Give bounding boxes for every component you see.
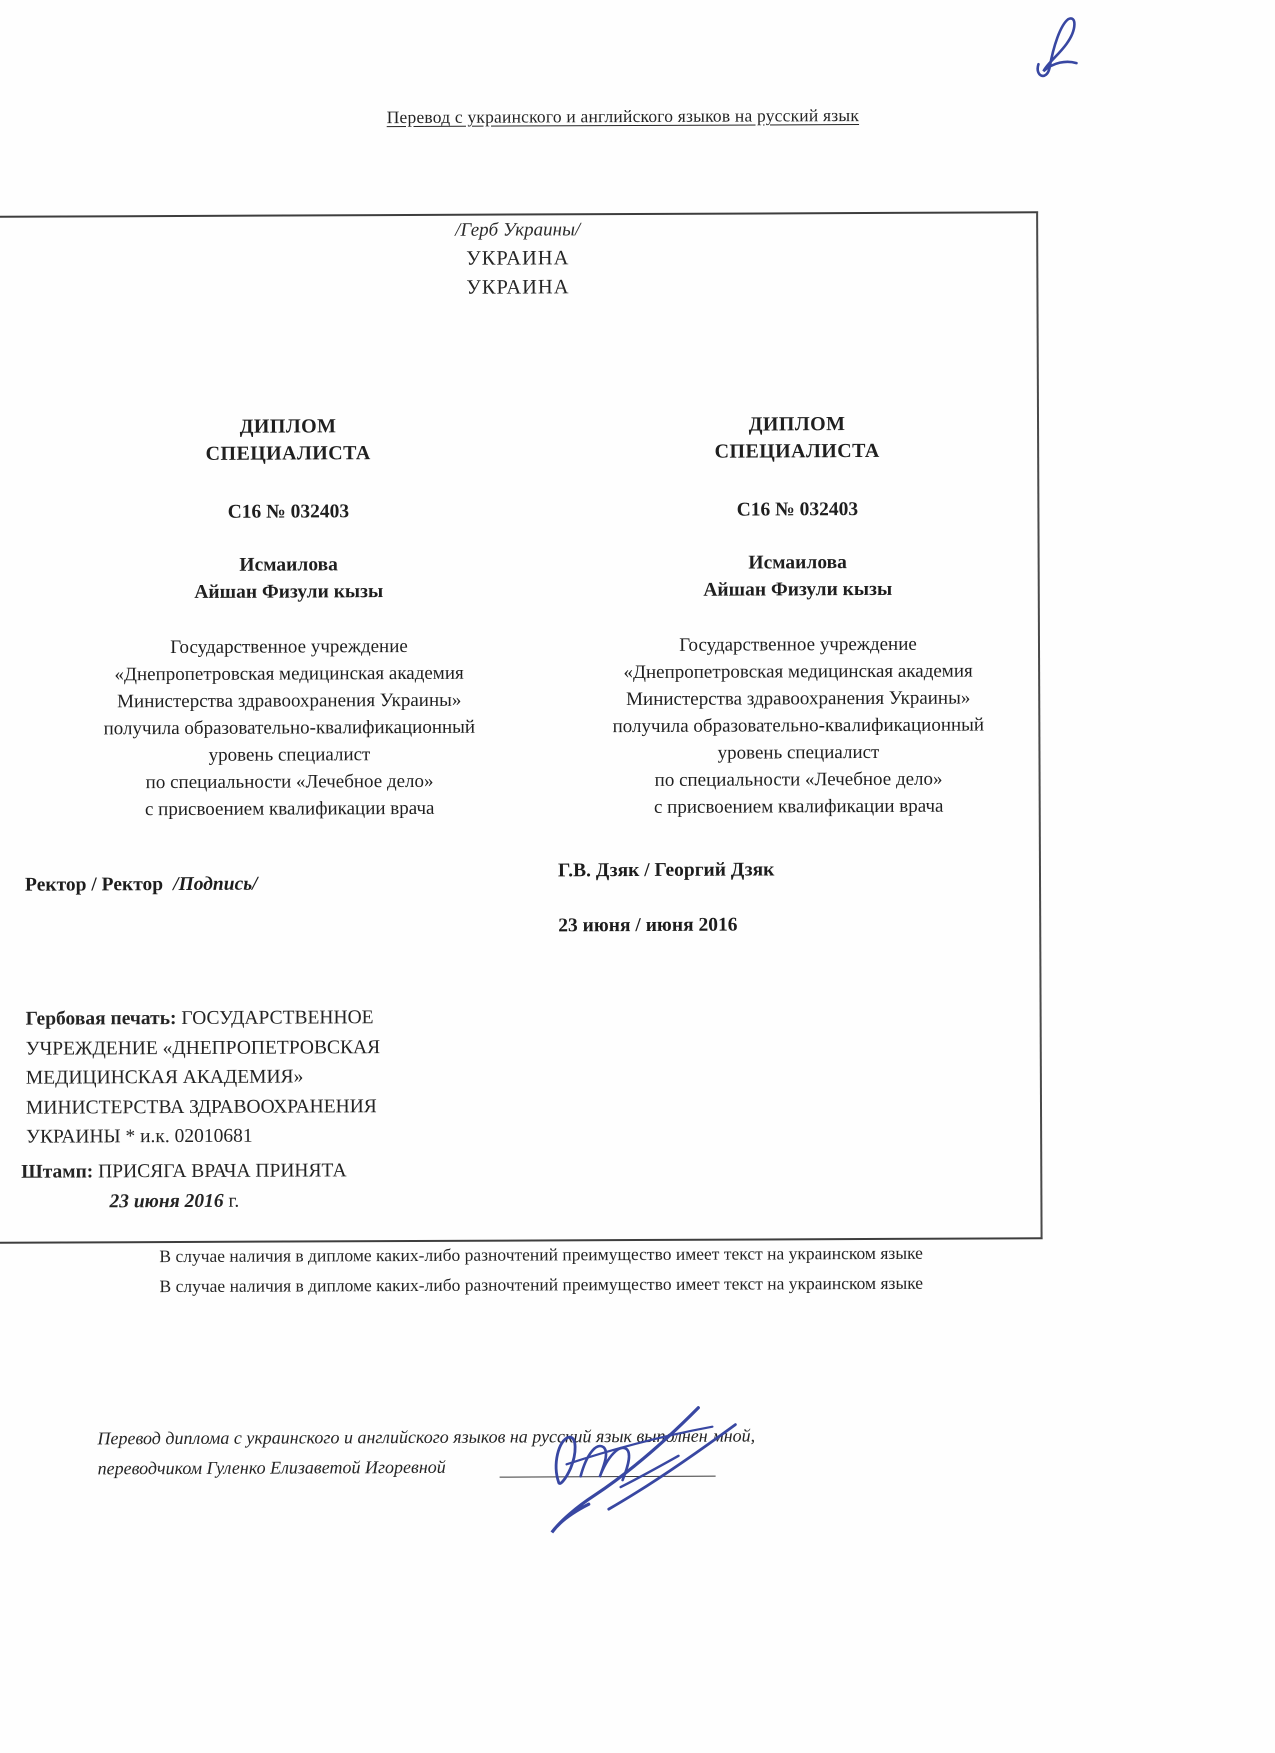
stamp-label: Штамп:	[21, 1161, 94, 1183]
body-line: уровень специалист	[717, 741, 880, 764]
body-line: по специальности «Лечебное дело»	[145, 770, 434, 794]
body-line: Министерства здравоохранения Украины»	[117, 689, 462, 713]
rector-name: Г.В. Дзяк / Георгий Дзяк	[557, 859, 775, 882]
seal-line: УКРАИНЫ * и.к. 02010681	[26, 1125, 253, 1148]
holder-surname: Исмаилова	[239, 554, 338, 576]
body-line: «Днепропетровская медицинская академия	[623, 660, 973, 684]
signature-placeholder-note: /Подпись/	[173, 873, 258, 896]
body-line: Государственное учреждение	[679, 633, 917, 656]
stamp-date-value: 23 июня 2016	[109, 1190, 224, 1213]
doc-title-line1: ДИПЛОМ	[239, 415, 337, 438]
country-title-1: УКРАИНА	[466, 247, 570, 270]
body-line: получила образовательно-квалификационный	[612, 714, 985, 738]
seal-text: ГОСУДАРСТВЕННОЕ	[181, 1007, 374, 1029]
holder-name	[552, 548, 1044, 604]
serial-number: С16 № 032403	[227, 501, 350, 523]
seal-line: МЕДИЦИНСКАЯ АКАДЕМИЯ»	[25, 1066, 304, 1089]
translator-signature-icon	[500, 1391, 781, 1547]
rector-label: Ректор / Ректор	[24, 874, 164, 896]
holder-name	[19, 550, 559, 606]
serial-number: С16 № 032403	[736, 499, 859, 521]
doc-title-line2: СПЕЦИАЛИСТА	[714, 439, 880, 463]
body-line: Министерства здравоохранения Украины»	[626, 687, 971, 711]
diploma-body-text	[552, 630, 1045, 821]
country-title-2: УКРАИНА	[466, 276, 570, 299]
seal-line	[26, 1003, 486, 1035]
body-line: уровень специалист	[208, 744, 371, 766]
body-line: с присвоением квалификации врача	[144, 797, 435, 821]
diploma-column-right	[551, 410, 1045, 821]
seal-line: МИНИСТЕРСТВА ЗДРАВООХРАНЕНИЯ	[25, 1095, 377, 1119]
diploma-body-text	[19, 632, 560, 823]
disclaimer-line-2: В случае наличия в дипломе каких-либо разночтений преимущество имеет текст на украинском языке	[159, 1272, 924, 1297]
doc-title-line2: СПЕЦИАЛИСТА	[205, 442, 371, 465]
holder-given-names: Айшан Физули кызы	[194, 581, 384, 603]
body-line: по специальности «Лечебное дело»	[654, 768, 943, 791]
translation-header: Перевод с украинского и английского языков на русский язык	[386, 105, 860, 128]
rector-signature-line	[25, 874, 258, 897]
doc-title-line1: ДИПЛОМ	[748, 413, 846, 436]
stamp-date	[109, 1186, 346, 1217]
stamp-text: ПРИСЯГА ВРАЧА ПРИНЯТА	[98, 1160, 347, 1183]
disclaimer-line-1: В случае наличия в дипломе каких-либо разночтений преимущество имеет текст на украинском языке	[159, 1242, 923, 1267]
seal-line: УЧРЕЖДЕНИЕ «ДНЕПРОПЕТРОВСКАЯ	[25, 1036, 381, 1060]
emblem-note: /Герб Украины/	[455, 219, 581, 241]
handwritten-page-number-icon	[1026, 6, 1090, 84]
translator-note-line-2: переводчиком Гуленко Елизаветой Игоревной	[97, 1456, 446, 1479]
body-line: Государственное учреждение	[170, 636, 408, 659]
stamp-line	[21, 1156, 346, 1187]
holder-given-names: Айшан Физули кызы	[703, 578, 893, 601]
body-line: получила образовательно-квалификационный	[103, 716, 476, 740]
stamp-date-suffix: г.	[228, 1190, 240, 1212]
body-line: «Днепропетровская медицинская академия	[114, 662, 464, 686]
doc-title	[551, 410, 1043, 466]
holder-surname: Исмаилова	[748, 552, 847, 574]
body-line: с присвоением квалификации врача	[653, 795, 944, 818]
stamp-description	[21, 1156, 346, 1217]
seal-label: Гербовая печать:	[25, 1008, 177, 1030]
issue-date: 23 июня / июня 2016	[558, 914, 738, 937]
diploma-column-left	[18, 412, 560, 823]
translator-note-line-1: Перевод диплома с украинского и английского языков на русский язык выполнен мной,	[97, 1425, 756, 1449]
seal-description	[26, 1003, 487, 1153]
doc-title	[18, 412, 558, 468]
